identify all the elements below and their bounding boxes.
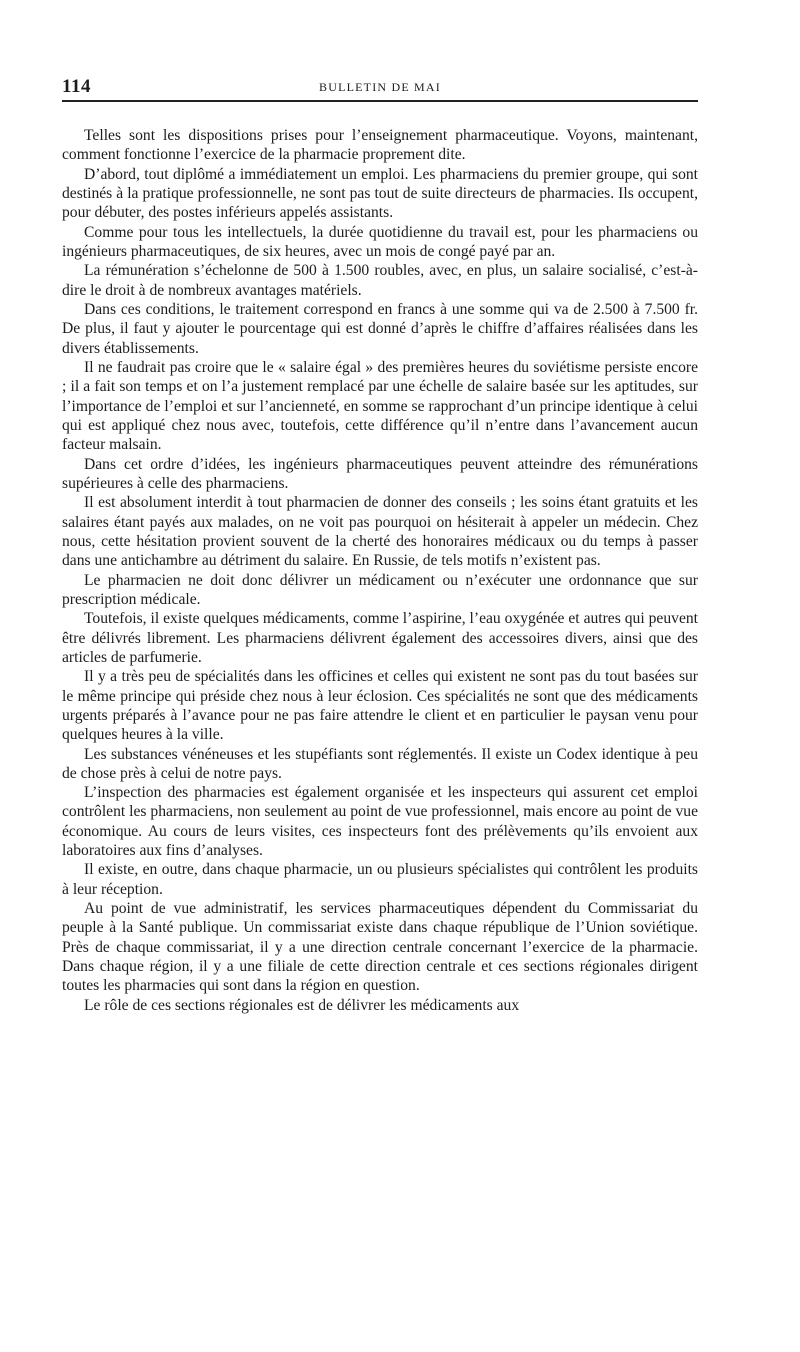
paragraph: Toutefois, il existe quelques médicaments, comme l’aspirine, l’eau oxygénée et autres qui peuvent être délivrés librement. Les pharmaciens délivrent également des accessoires divers, ainsi que des articles de parfumerie. <box>62 610 698 666</box>
paragraph: D’abord, tout diplômé a immédiatement un emploi. Les pharmaciens du premier groupe, qui sont destinés à la pratique professionnelle, ne sont pas tout de suite directeurs de pharmacies. Ils occupent, pour débuter, des postes inférieurs appelés assistants. <box>62 165 698 222</box>
paragraph: Le rôle de ces sections régionales est de délivrer les médicaments aux <box>84 996 520 1014</box>
page-body <box>62 126 698 1015</box>
book-page <box>62 74 698 1015</box>
paragraph: Le pharmacien ne doit donc délivrer un médicament ou n’exécuter une ordonnance que sur prescription médicale. <box>62 571 698 608</box>
paragraph: Au point de vue administratif, les services pharmaceutiques dépendent du Commissariat du peuple à la Santé publique. Un commissariat existe dans chaque république de l’Union soviétique. Près de chaque commissariat, il y a une direction centrale concernant l’exercice de la pharmacie. Dans chaque région, il y a une filiale de cette direction centrale et ces sections régionales dirigent toutes les pharmacies qui sont dans la région en question. <box>62 900 698 995</box>
paragraph: L’inspection des pharmacies est également organisée et les inspecteurs qui assurent cet emploi contrôlent les pharmaciens, non seulement au point de vue professionnel, mais encore au point de vue économique. Au cours de leurs visites, ces inspecteurs font des prélèvements qu’ils envoient aux laboratoires aux fins d’analyses. <box>62 784 698 860</box>
paragraph: Il existe, en outre, dans chaque pharmacie, un ou plusieurs spécialistes qui contrôlent les produits à leur réception. <box>62 861 698 898</box>
paragraph: Telles sont les dispositions prises pour l’enseignement pharmaceutique. Voyons, maintenant, comment fonctionne l’exercice de la pharmacie proprement dite. <box>62 127 698 164</box>
page-header <box>62 74 698 102</box>
paragraph: Les substances vénéneuses et les stupéfiants sont réglementés. Il existe un Codex identique à peu de chose près à celui de notre pays. <box>62 745 698 782</box>
paragraph: Il est absolument interdit à tout pharmacien de donner des conseils ; les soins étant gratuits et les salaires étant payés aux malades, on ne voit pas pourquoi on hésiterait à appeler un médecin. Chez nous, cette hésitation provient souvent de la cherté des honoraires médicaux ou du temps à passer dans une antichambre au détriment du salaire. En Russie, de tels motifs n’existent pas. <box>62 494 698 570</box>
paragraph: Dans ces conditions, le traitement correspond en francs à une somme qui va de 2.500 à 7.500 fr. De plus, il faut y ajouter le pourcentage qui est donné d’après le chiffre d’affaires réalisées dans les divers établissements. <box>62 300 698 357</box>
paragraph: Comme pour tous les intellectuels, la durée quotidienne du travail est, pour les pharmaciens ou ingénieurs pharmaceutiques, de six heures, avec un mois de congé payé par an. <box>62 223 698 260</box>
paragraph: Il y a très peu de spécialités dans les officines et celles qui existent ne sont pas du tout basées sur le même principe qui préside chez nous à leur éclosion. Ces spécialités ne sont que des médicaments urgents préparés à l’avance pour ne pas faire attendre le client et en particulier le paysan venu pour quelques heures à la ville. <box>62 668 698 744</box>
page-number: 114 <box>62 76 91 97</box>
paragraph: Dans cet ordre d’idées, les ingénieurs pharmaceutiques peuvent atteindre des rémunérations supérieures à celle des pharmaciens. <box>62 455 698 492</box>
running-title: BULLETIN DE MAI <box>319 80 441 94</box>
paragraph: Il ne faudrait pas croire que le « salaire égal » des premières heures du soviétisme persiste encore ; il a fait son temps et on l’a justement remplacé par une échelle de salaire basée sur les aptitudes, sur l’importance de l’emploi et sur l’ancienneté, en somme se rapprochant d’un principe identique à celui qui est appliqué chez nous avec, toutefois, cette différence qu’il n’entre dans l’avancement aucun facteur malsain. <box>62 358 698 454</box>
paragraph: La rémunération s’échelonne de 500 à 1.500 roubles, avec, en plus, un salaire socialisé, c’est-à-dire le droit à de nombreux avantages matériels. <box>62 262 698 299</box>
